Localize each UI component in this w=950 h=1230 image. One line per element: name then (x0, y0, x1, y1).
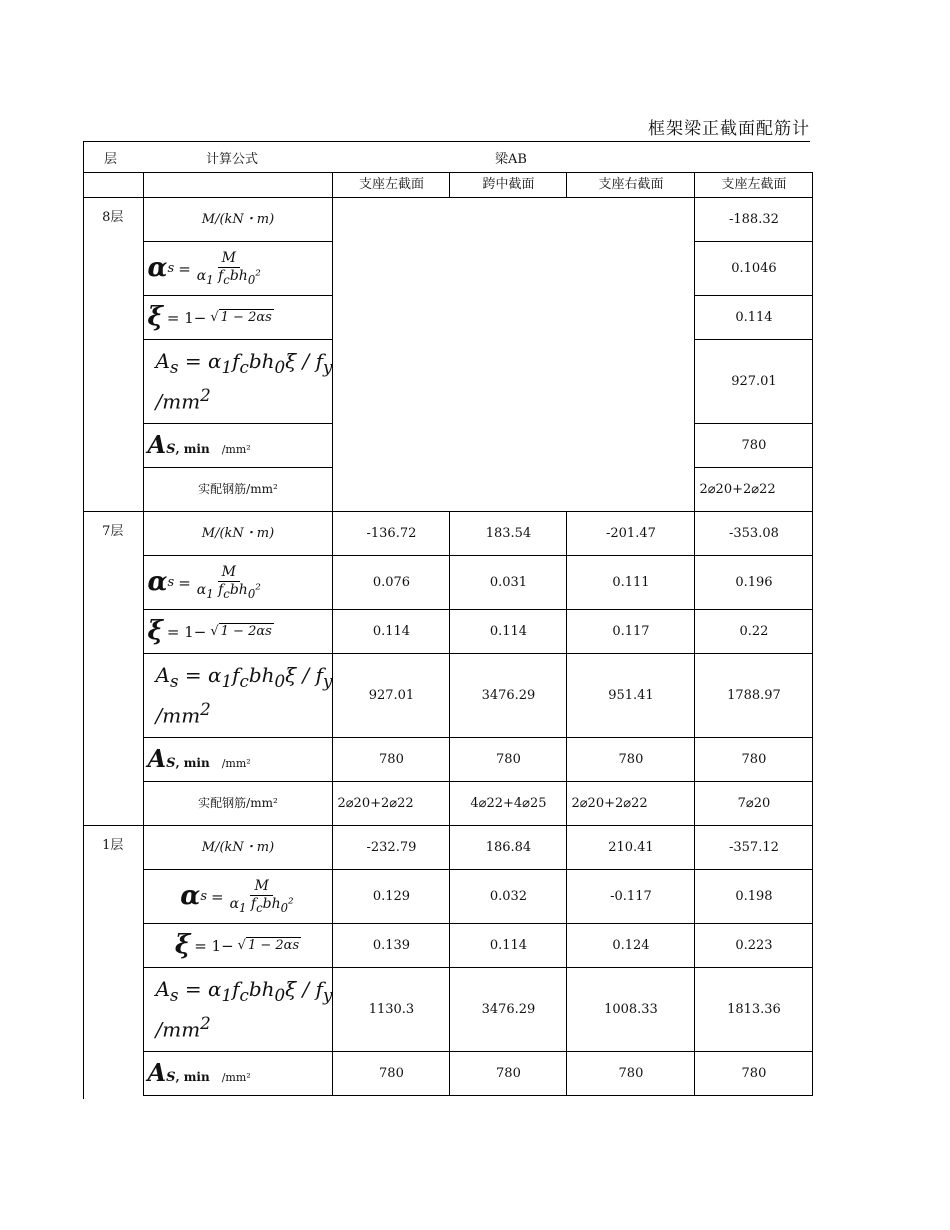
header-blank (83, 173, 143, 198)
table-row (83, 826, 813, 870)
xi-formula: ξ = 1− √ 1 − 2αs (143, 296, 333, 340)
reinforcement-table (83, 172, 813, 1096)
xi-formula: ξ = 1− √ 1 − 2αs (143, 610, 333, 654)
table-cell: 0.124 (567, 924, 695, 968)
moment-label: M/(kN・m) (143, 826, 333, 870)
table-cell: 1008.33 (567, 968, 695, 1052)
table-cell: 927.01 (695, 340, 813, 424)
moment-label: M/(kN・m) (143, 512, 333, 556)
table-row (83, 924, 813, 968)
table-row (83, 512, 813, 556)
table-row (83, 1052, 813, 1096)
table-cell: 183.54 (450, 512, 567, 556)
table-cell: 1788.97 (695, 654, 813, 738)
table-cell: 0.117 (567, 610, 695, 654)
table-cell: 0.139 (333, 924, 450, 968)
empty-block (333, 198, 695, 512)
as-formula: $A_s = \alpha_1f_cbh_0\xi / f_y$ $/mm^2$ (143, 654, 333, 738)
table-cell: 7⌀20 (695, 782, 813, 826)
table-cell: 2⌀20+2⌀22 (695, 468, 813, 512)
table-row (83, 610, 813, 654)
table-cell: 210.41 (567, 826, 695, 870)
table-row (83, 782, 813, 826)
table-cell: 780 (450, 738, 567, 782)
table-cell: -136.72 (333, 512, 450, 556)
table-cell: 780 (695, 1052, 813, 1096)
table-cell: -201.47 (567, 512, 695, 556)
table-cell: 927.01 (333, 654, 450, 738)
alpha-s-formula: α s = $\frac{M}{\alpha_1 f_cbh_0^2}$ (143, 870, 333, 924)
table-cell: -232.79 (333, 826, 450, 870)
xi-formula: ξ = 1− √ 1 − 2αs (143, 924, 333, 968)
as-min-label: A S , min /mm² (143, 738, 333, 782)
alpha-s-formula: α s = $\frac{M}{\alpha_1 f_cbh_0^2}$ (143, 242, 333, 296)
table-cell: 780 (567, 1052, 695, 1096)
layer-label: 8层 (83, 198, 143, 512)
table-cell: 0.114 (450, 610, 567, 654)
table-cell: 0.076 (333, 556, 450, 610)
table-cell: 0.22 (695, 610, 813, 654)
table-row (83, 870, 813, 924)
rebar-label: 实配钢筋/mm² (143, 468, 333, 512)
table-row (83, 738, 813, 782)
header-blank (143, 173, 333, 198)
table-row (83, 556, 813, 610)
table-cell: 2⌀20+2⌀22 (333, 782, 450, 826)
section-header: 支座左截面 (333, 173, 450, 198)
table-cell: -353.08 (695, 512, 813, 556)
table-cell: 0.196 (695, 556, 813, 610)
moment-label: M/(kN・m) (143, 198, 333, 242)
table-cell: 0.198 (695, 870, 813, 924)
header-formula: 计算公式 (206, 152, 259, 167)
table-cell: 186.84 (450, 826, 567, 870)
table-cell: 1813.36 (695, 968, 813, 1052)
table-cell: 3476.29 (450, 654, 567, 738)
table-cell: 0.032 (450, 870, 567, 924)
table-cell: 780 (695, 424, 813, 468)
table-cell: 780 (567, 738, 695, 782)
table-row (83, 654, 813, 738)
layer-label: 7层 (83, 512, 143, 826)
table-cell: 0.129 (333, 870, 450, 924)
as-min-label: A S , min /mm² (143, 424, 333, 468)
table-cell: 780 (450, 1052, 567, 1096)
table-cell: 0.114 (450, 924, 567, 968)
table-cell: -188.32 (695, 198, 813, 242)
rebar-label: 实配钢筋/mm² (143, 782, 333, 826)
table-cell: 0.031 (450, 556, 567, 610)
table-cell: 780 (333, 1052, 450, 1096)
table-row (83, 198, 813, 242)
table-cell: 780 (333, 738, 450, 782)
table-cell: 4⌀22+4⌀25 (450, 782, 567, 826)
section-header: 跨中截面 (450, 173, 567, 198)
header-layer: 层 (104, 152, 118, 167)
section-header-row (83, 173, 813, 198)
table-cell: 0.1046 (695, 242, 813, 296)
table-top-border (83, 141, 810, 142)
table-cell: 3476.29 (450, 968, 567, 1052)
page-title: 框架梁正截面配筋计 (648, 119, 810, 139)
layer-label: 1层 (83, 826, 143, 1096)
table-row (83, 968, 813, 1052)
table-cell: 951.41 (567, 654, 695, 738)
alpha-s-formula: α s = $\frac{M}{\alpha_1 f_cbh_0^2}$ (143, 556, 333, 610)
table-cell: -357.12 (695, 826, 813, 870)
table-cell: 0.114 (695, 296, 813, 340)
table-cell: 0.111 (567, 556, 695, 610)
table-cell: 2⌀20+2⌀22 (567, 782, 695, 826)
table-cell: 0.223 (695, 924, 813, 968)
as-formula: $A_s = \alpha_1f_cbh_0\xi / f_y$ $/mm^2$ (143, 340, 333, 424)
section-header: 支座左截面 (695, 173, 813, 198)
header-beam: 梁AB (495, 152, 527, 167)
table-cell: 780 (695, 738, 813, 782)
as-min-label: A S , min /mm² (143, 1052, 333, 1096)
section-header: 支座右截面 (567, 173, 695, 198)
table-cell: 1130.3 (333, 968, 450, 1052)
as-formula: $A_s = \alpha_1f_cbh_0\xi / f_y$ $/mm^2$ (143, 968, 333, 1052)
table-cell: 0.114 (333, 610, 450, 654)
table-cell: -0.117 (567, 870, 695, 924)
